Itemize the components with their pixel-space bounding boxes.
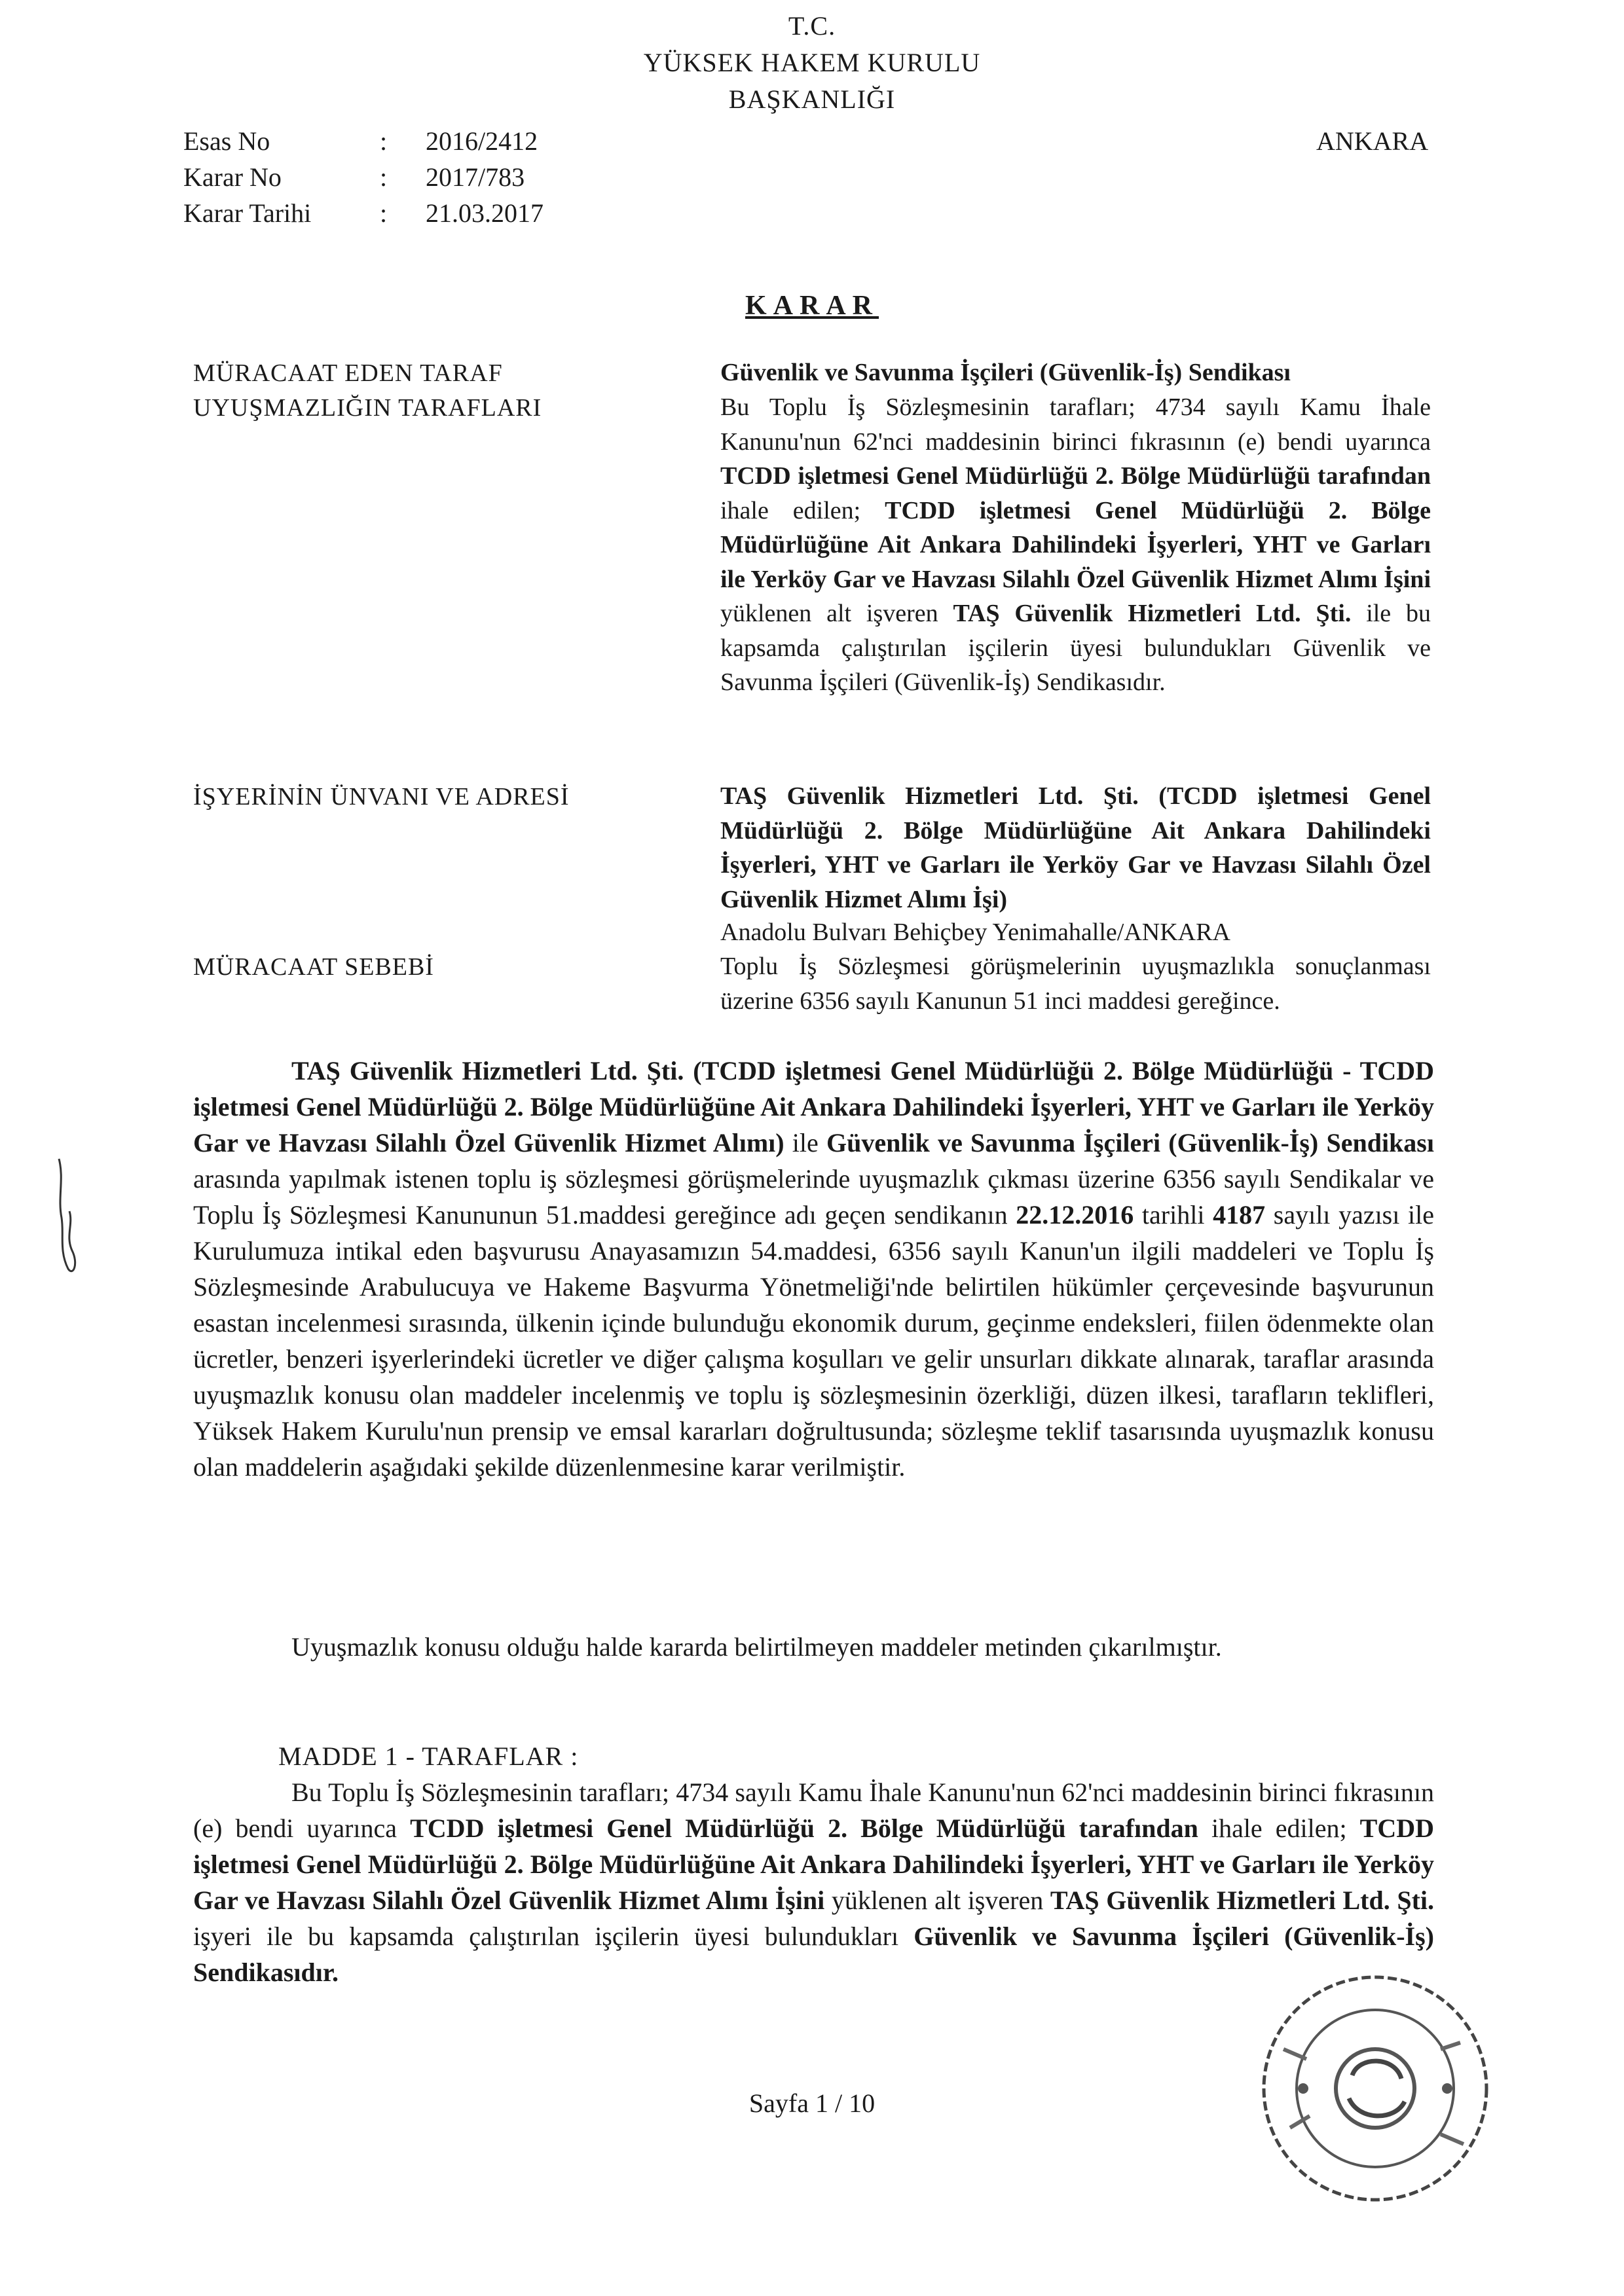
karar-no-label: Karar No xyxy=(183,162,282,192)
document-title: KARAR xyxy=(745,291,879,321)
karar-tarihi-colon: : xyxy=(380,198,388,228)
muracaat-eden-value: Güvenlik ve Savunma İşçileri (Güvenlik-İş) Sendikası xyxy=(720,359,1291,386)
karar-no-colon: : xyxy=(380,162,388,192)
taraflar-label: UYUŞMAZLIĞIN TARAFLARI xyxy=(193,394,542,422)
handwritten-initial-icon xyxy=(39,1152,92,1283)
muracaat-sebebi-value: Toplu İş Sözleşmesi görüşmelerinin uyuşmazlıkla sonuçlanması üzerine 6356 sayılı Kanunun 51 inci maddesi gereğince. xyxy=(720,953,1431,1015)
esas-no-label: Esas No xyxy=(183,126,270,156)
header-institution: YÜKSEK HAKEM KURULU xyxy=(643,48,981,77)
isyeri-address: Anadolu Bulvarı Behiçbey Yenimahalle/ANKARA xyxy=(720,919,1230,946)
official-seal-icon xyxy=(1244,1944,1493,2219)
esas-no-colon: : xyxy=(380,126,388,156)
taraflar-value: Bu Toplu İş Sözleşmesinin tarafları; 4734 sayılı Kamu İhale Kanunu'nun 62'nci maddesinin birinci fıkrasının (e) bendi uyarınca TCDD işletmesi Genel Müdürlüğü 2. Bölge Müdürlüğü tarafından ihale edilen; TCDD işletmesi Genel Müdürlüğü 2. Bölge Müdürlüğüne Ait Ankara Dahilindeki İşyerleri, YHT ve Garları ile Yerköy Gar ve Havzası Silahlı Özel Güvenlik Hizmet Alımı İşini yüklenen alt işveren TAŞ Güvenlik Hizmetleri Ltd. Şti. ile bu kapsamda çalıştırılan işçilerin üyesi bulundukları Güvenlik ve Savunma İşçileri (Güvenlik-İş) Sendikasıdır. xyxy=(720,393,1431,696)
header-tc: T.C. xyxy=(788,11,836,41)
karar-no-row xyxy=(183,159,525,195)
muracaat-eden-label: MÜRACAAT EDEN TARAF xyxy=(193,359,503,387)
main-paragraph: TAŞ Güvenlik Hizmetleri Ltd. Şti. (TCDD işletmesi Genel Müdürlüğü 2. Bölge Müdürlüğü - TCDD işletmesi Genel Müdürlüğü 2. Bölge Müdürlüğüne Ait Ankara Dahilindeki İşyerleri, YHT ve Garları ile Yerköy Gar ve Havzası Silahlı Özel Güvenlik Hizmet Alımı) ile Güvenlik ve Savunma İşçileri (Güvenlik-İş) Sendikası arasında yapılmak istenen toplu iş sözleşmesi görüşmelerinde uyuşmazlık çıkması üzerine 6356 sayılı Sendikalar ve Toplu İş Sözleşmesi Kanununun 51.maddesi gereğince adı geçen sendikanın 22.12.2016 tarihli 4187 sayılı yazısı ile Kurulumuza intikal eden başvurusu Anayasamızın 54.maddesi, 6356 sayılı Kanun'un ilgili maddeleri ve Toplu İş Sözleşmesinde Arabulucuya ve Hakeme Başvurma Yönetmeliği'nde belirtilen hükümler çerçevesinde başvurunun esastan incelenmesi sırasında, ülkenin içinde bulunduğu ekonomik durum, geçinme endeksleri, fiilen ödenmekte olan ücretler, benzeri işyerlerindeki ücretler ve diğer çalışma koşulları ve gelir unsurları dikkate alınarak, taraflar arasında uyuşmazlık konusu olan maddeler incelenmiş ve toplu iş sözleşmesinin özerkliği, düzen ilkesi, tarafların teklifleri, Yüksek Hakem Kurulu'nun prensip ve emsal kararları doğrultusunda; sözleşme teklif tasarısında uyuşmazlık konusu olan maddelerin aşağıdaki şekilde düzenlenmesine karar verilmiştir. xyxy=(193,1056,1434,1482)
header-presidency: BAŞKANLIĞI xyxy=(728,84,896,114)
isyeri-label: İŞYERİNİN ÜNVANI VE ADRESİ xyxy=(193,783,570,811)
karar-tarihi-value: 21.03.2017 xyxy=(426,198,544,228)
page-number: Sayfa 1 / 10 xyxy=(748,2088,876,2118)
madde-1-title: MADDE 1 - TARAFLAR : xyxy=(278,1741,579,1771)
karar-no-value: 2017/783 xyxy=(426,162,525,192)
karar-tarihi-label: Karar Tarihi xyxy=(183,198,312,228)
city-label: ANKARA xyxy=(1316,126,1429,156)
closing-paragraph: Uyuşmazlık konusu olduğu halde kararda belirtilmeyen maddeler metinden çıkarılmıştır. xyxy=(291,1632,1222,1662)
esas-no-value: 2016/2412 xyxy=(426,126,538,156)
esas-no-row xyxy=(183,123,538,159)
isyeri-value: TAŞ Güvenlik Hizmetleri Ltd. Şti. (TCDD işletmesi Genel Müdürlüğü 2. Bölge Müdürlüğüne Ait Ankara Dahilindeki İşyerleri, YHT ve Garları ile Yerköy Gar ve Havzası Silahlı Özel Güvenlik Hizmet Alımı İşi) xyxy=(720,782,1431,913)
karar-tarihi-row xyxy=(183,195,544,231)
madde-1-body: Bu Toplu İş Sözleşmesinin tarafları; 4734 sayılı Kamu İhale Kanunu'nun 62'nci maddesinin birinci fıkrasının (e) bendi uyarınca TCDD işletmesi Genel Müdürlüğü 2. Bölge Müdürlüğü tarafından ihale edilen; TCDD işletmesi Genel Müdürlüğü 2. Bölge Müdürlüğüne Ait Ankara Dahilindeki İşyerleri, YHT ve Garları ile Yerköy Gar ve Havzası Silahlı Özel Güvenlik Hizmet Alımı İşini yüklenen alt işveren TAŞ Güvenlik Hizmetleri Ltd. Şti. işyeri ile bu kapsamda çalıştırılan işçilerin üyesi bulundukları Güvenlik ve Savunma İşçileri (Güvenlik-İş) Sendikasıdır. xyxy=(193,1777,1435,1987)
muracaat-sebebi-label: MÜRACAAT SEBEBİ xyxy=(193,953,434,981)
